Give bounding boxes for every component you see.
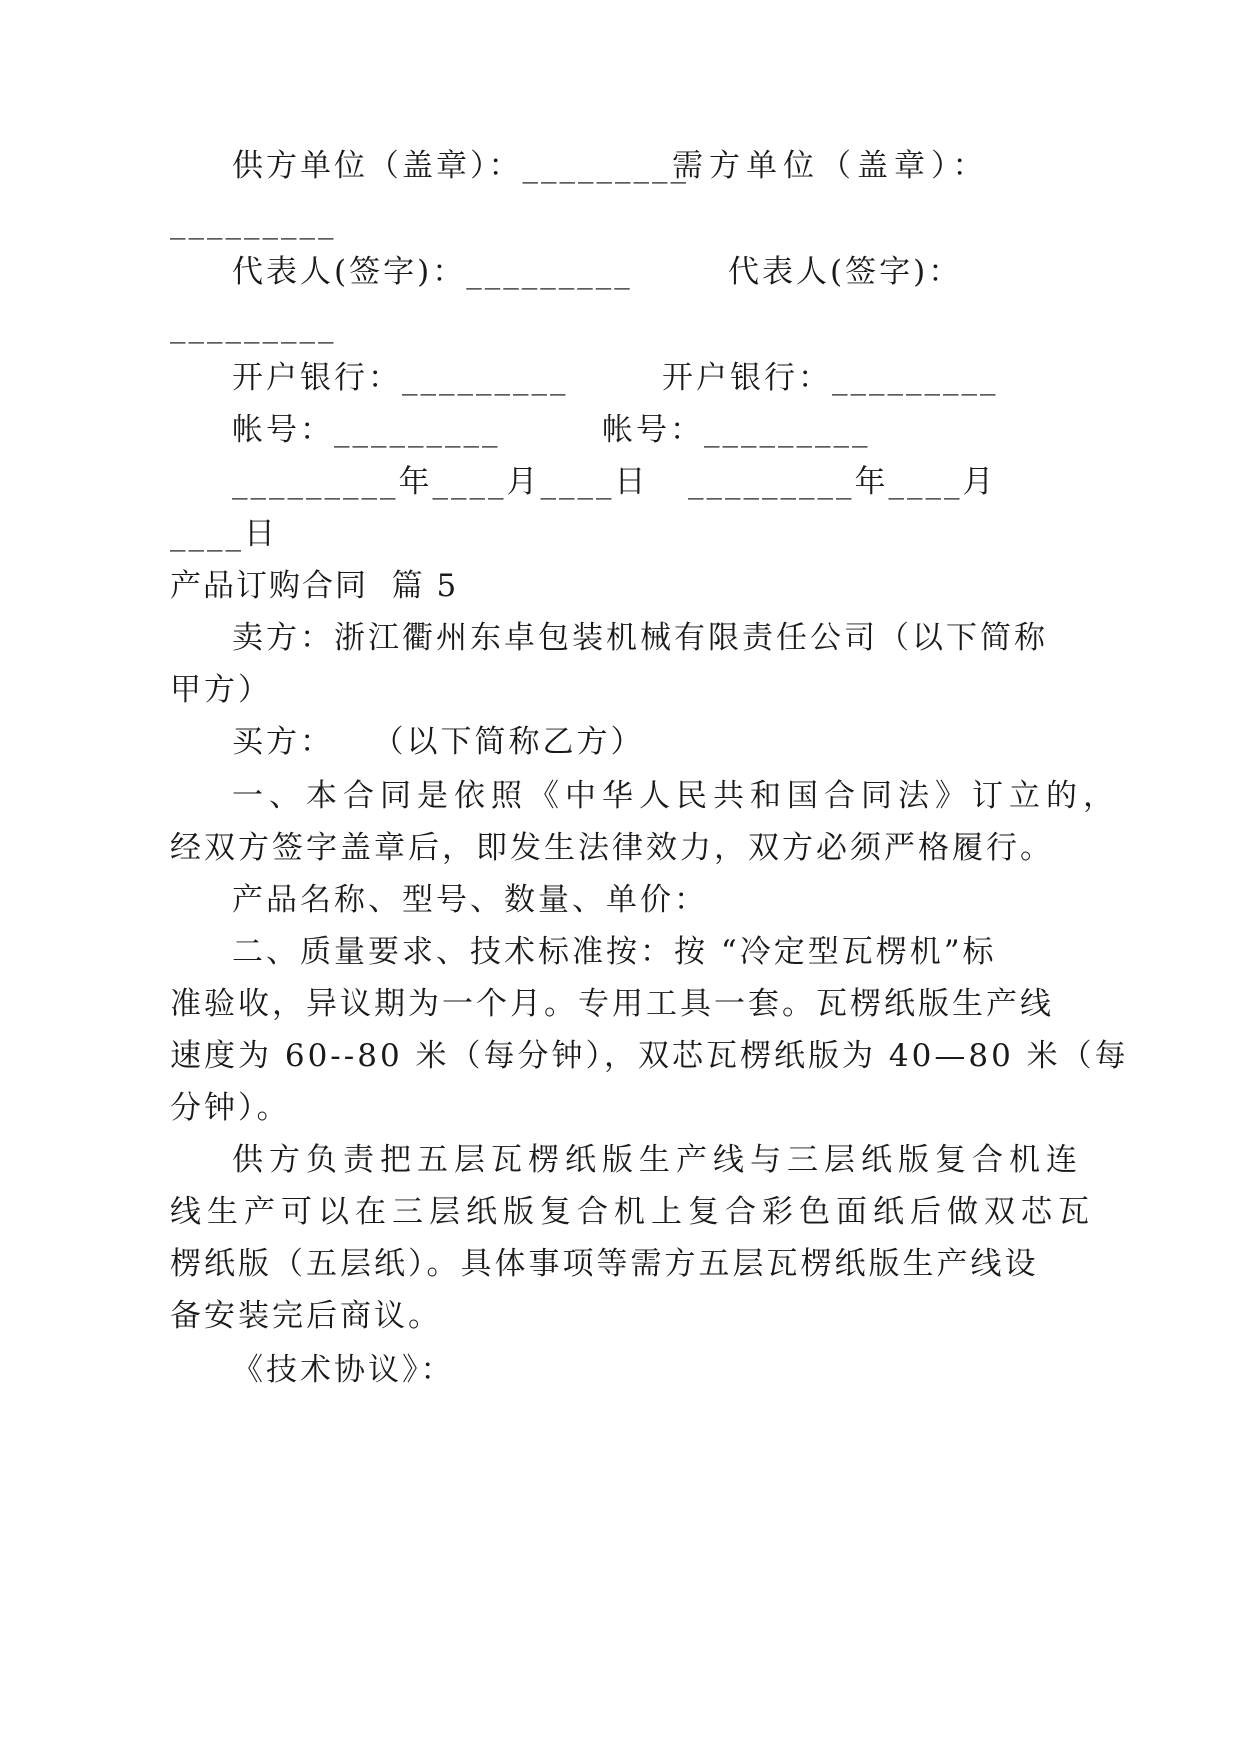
clause1-line-1: 一、本合同是依照《中华人民共和国合同法》订立的， [232, 778, 1120, 814]
clause2-line-3: 速度为 60--80 米（每分钟），双芯瓦楞纸版为 40—80 米（每 [170, 1038, 1129, 1074]
buyer-unit-label: 需方单位（盖章）： [672, 148, 990, 184]
supply-line-4: 备安装完后商议。 [170, 1298, 442, 1334]
seller-line-1: 卖方：浙江衢州东卓包装机械有限责任公司（以下简称 [232, 620, 1048, 656]
account-left: 帐号：_________ [232, 412, 501, 448]
date-right-cont: ____日 [170, 516, 278, 552]
product-info-line: 产品名称、型号、数量、单价： [232, 882, 708, 918]
tech-agreement-line: 《技术协议》： [232, 1352, 455, 1388]
representative-right: 代表人(签字)： [728, 254, 963, 290]
representative-left: 代表人(签字)：_________ [232, 254, 633, 290]
bank-left: 开户银行：_________ [232, 360, 569, 396]
section-heading: 产品订购合同 篇 5 [170, 568, 459, 604]
representative-right-blank: _________ [170, 308, 337, 344]
supplier-unit-line: 供方单位（盖章）：_________ [232, 148, 689, 184]
clause2-line-2: 准验收，异议期为一个月。专用工具一套。瓦楞纸版生产线 [170, 986, 1054, 1022]
supply-line-1: 供方负责把五层瓦楞纸版生产线与三层纸版复合机连 [232, 1142, 1083, 1178]
buyer-unit-blank: _________ [170, 204, 337, 240]
clause2-line-1: 二、质量要求、技术标准按：按 “冷定型瓦楞机”标 [232, 934, 997, 970]
date-left: _________年____月____日 [232, 464, 649, 500]
supply-line-3: 楞纸版（五层纸）。具体事项等需方五层瓦楞纸版生产线设 [170, 1246, 1039, 1282]
account-right: 帐号：_________ [602, 412, 871, 448]
clause2-line-4: 分钟）。 [170, 1090, 291, 1126]
supply-line-2: 线生产可以在三层纸版复合机上复合彩色面纸后做双芯瓦 [170, 1194, 1095, 1230]
buyer-line: 买方： （以下简称乙方） [232, 724, 645, 760]
seller-line-2: 甲方） [170, 672, 272, 708]
clause1-line-2: 经双方签字盖章后，即发生法律效力，双方必须严格履行。 [170, 830, 1054, 866]
date-right: _________年____月 [688, 464, 997, 500]
bank-right: 开户银行：_________ [662, 360, 999, 396]
